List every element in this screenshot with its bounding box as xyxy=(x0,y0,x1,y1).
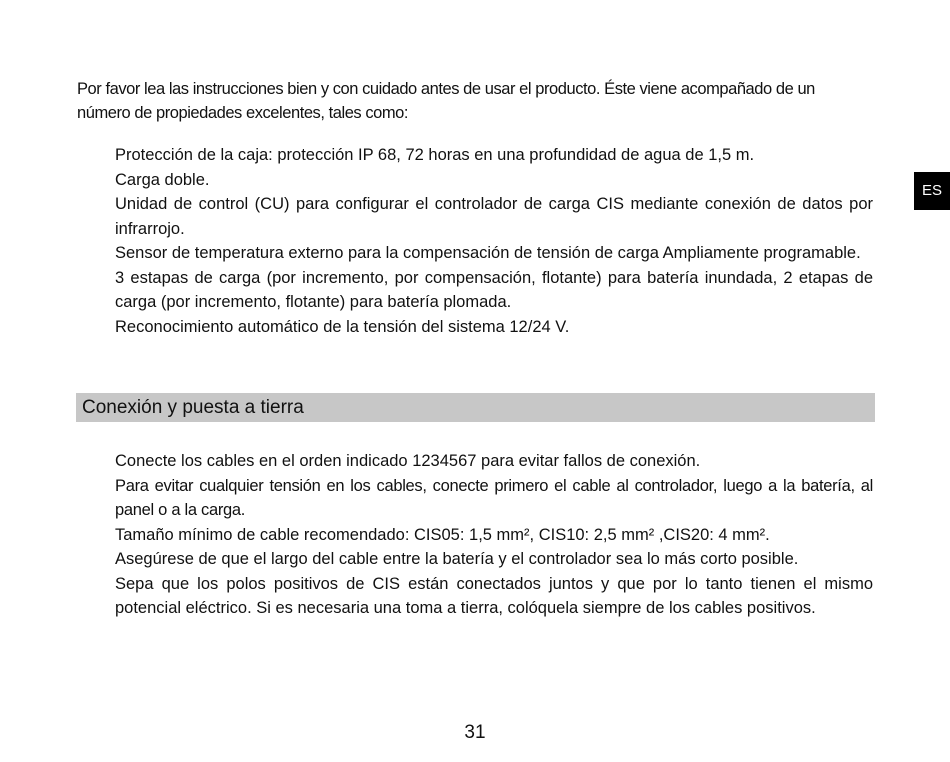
feature-item: Sensor de temperatura externo para la compensación de tensión de carga Ampliamente programable. xyxy=(115,244,861,262)
connection-item: Asegúrese de que el largo del cable entre la batería y el controlador sea lo más corto posible. xyxy=(115,550,799,568)
feature-item: Unidad de control (CU) para configurar el controlador de carga CIS mediante conexión de datos por infrarrojo. xyxy=(115,195,873,238)
page-number: 31 xyxy=(464,722,486,743)
section-title: Conexión y puesta a tierra xyxy=(82,397,304,418)
intro-paragraph: Por favor lea las instrucciones bien y con cuidado antes de usar el producto. Éste viene acompañado de un número de propiedades excelentes, tales como: xyxy=(77,80,815,122)
feature-list xyxy=(115,143,873,339)
connection-list xyxy=(115,449,873,621)
feature-item: Reconocimiento automático de la tensión del sistema 12/24 V. xyxy=(115,317,570,336)
language-tab: ES xyxy=(914,172,950,210)
connection-item: Para evitar cualquier tensión en los cables, conecte primero el cable al controlador, luego a la batería, al panel o a la carga. xyxy=(115,476,873,519)
feature-item: Carga doble. xyxy=(115,170,210,189)
connection-item: Conecte los cables en el orden indicado 1234567 para evitar fallos de conexión. xyxy=(115,452,701,470)
connection-item: Sepa que los polos positivos de CIS están conectados juntos y que por lo tanto tienen el mismo potencial eléctrico. Si es necesaria una toma a tierra, colóquela siempre de los cables positivos. xyxy=(115,574,873,617)
feature-item: Protección de la caja: protección IP 68, 72 horas en una profundidad de agua de 1,5 m. xyxy=(115,146,755,164)
section-header-bar xyxy=(76,393,875,422)
feature-item: 3 estapas de carga (por incremento, por compensación, flotante) para batería inundada, 2 etapas de carga (por incremento, flotante) para batería plomada. xyxy=(115,268,873,311)
connection-item: Tamaño mínimo de cable recomendado: CIS05: 1,5 mm², CIS10: 2,5 mm² ,CIS20: 4 mm². xyxy=(115,525,770,544)
